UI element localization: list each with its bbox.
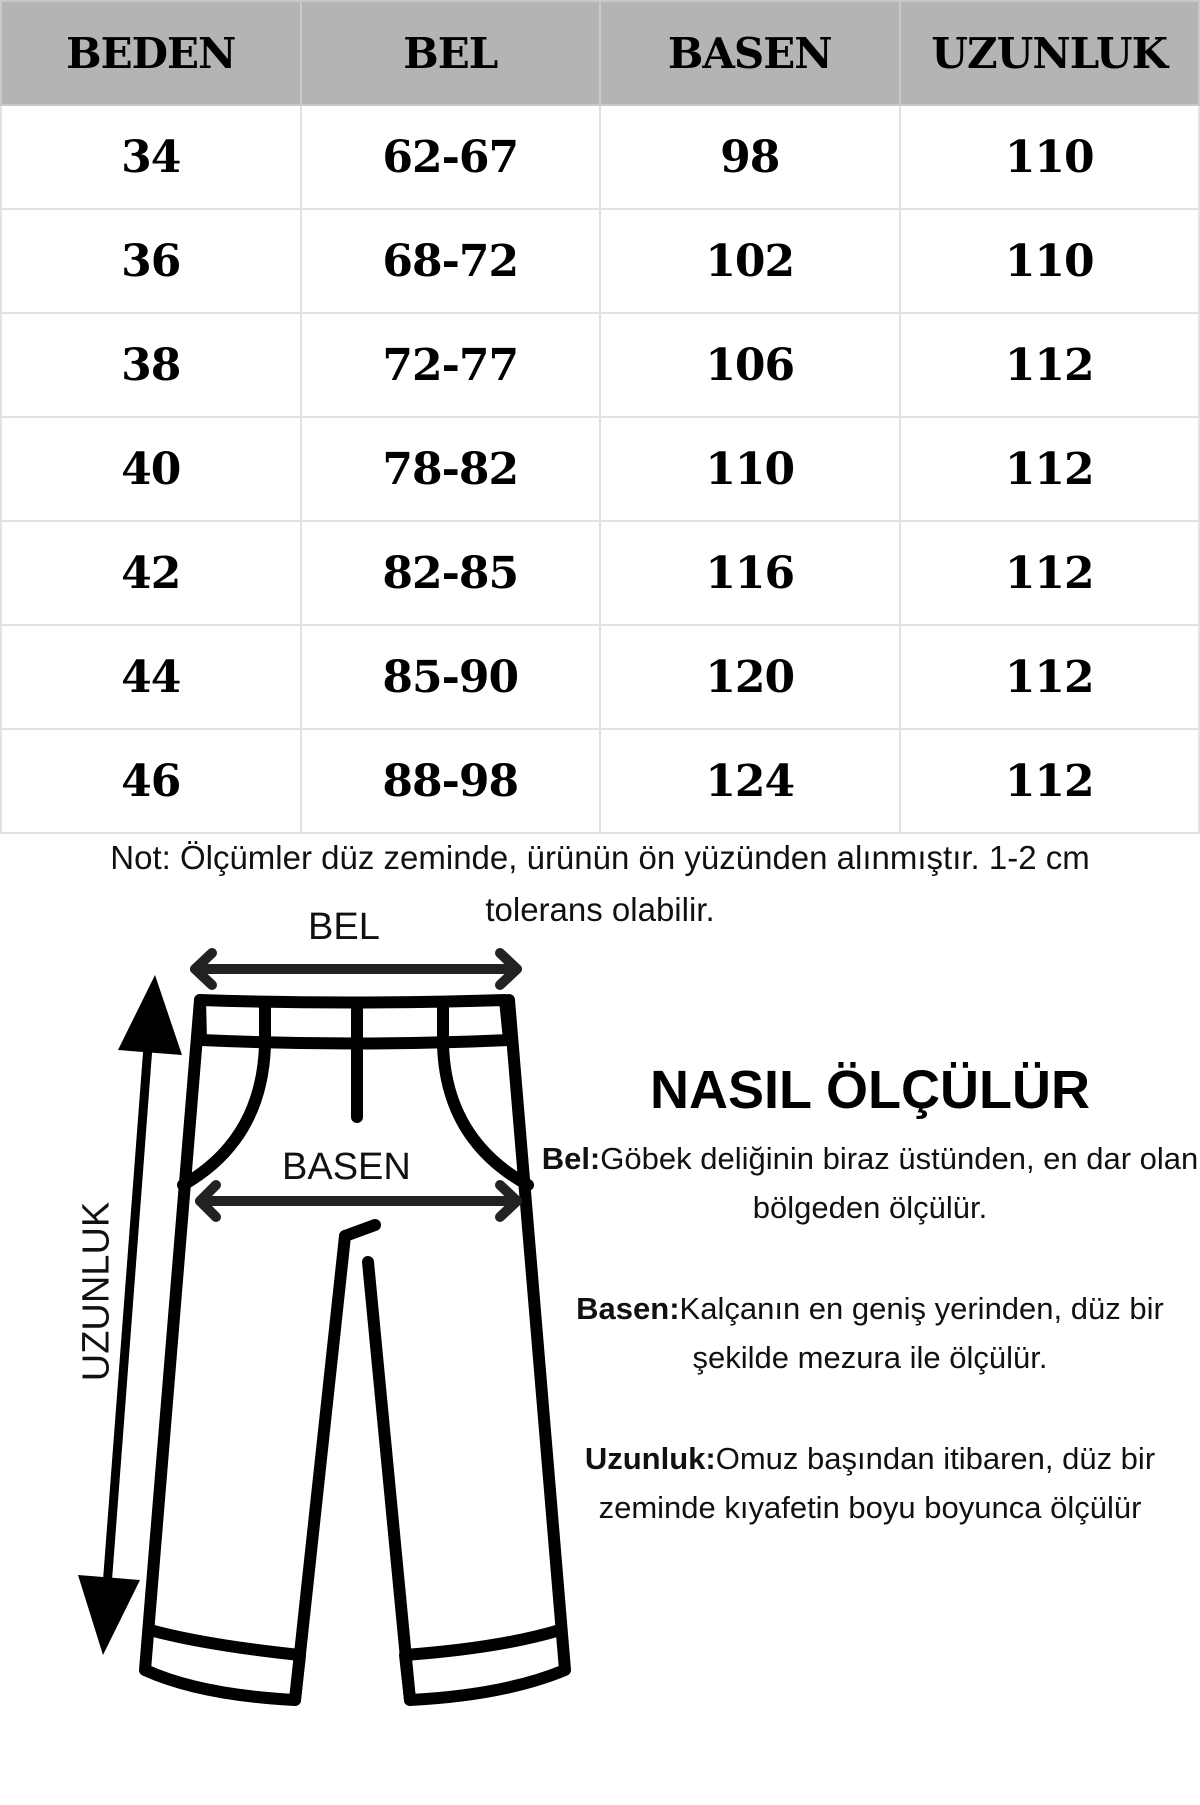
cell-waist: 68-72 bbox=[301, 209, 601, 313]
table-row bbox=[1, 209, 1199, 313]
cell-hip: 116 bbox=[600, 521, 900, 625]
table-row bbox=[1, 521, 1199, 625]
cell-length: 112 bbox=[900, 417, 1200, 521]
cell-size: 46 bbox=[1, 729, 301, 833]
cell-hip: 106 bbox=[600, 313, 900, 417]
length-label: UZUNLUK bbox=[75, 1201, 118, 1382]
cell-size: 40 bbox=[1, 417, 301, 521]
size-chart-table bbox=[0, 0, 1200, 834]
cell-hip: 124 bbox=[600, 729, 900, 833]
pants-diagram bbox=[0, 900, 600, 1800]
cell-length: 112 bbox=[900, 625, 1200, 729]
how-to-measure-section bbox=[540, 1050, 1200, 1584]
howto-desc: Kalçanın en geniş yerinden, düz bir şekilde mezura ile ölçülür. bbox=[679, 1291, 1164, 1375]
cell-size: 34 bbox=[1, 105, 301, 209]
cell-hip: 98 bbox=[600, 105, 900, 209]
hip-label: BASEN bbox=[282, 1146, 411, 1188]
howto-item-hip bbox=[540, 1284, 1200, 1382]
cell-waist: 72-77 bbox=[301, 313, 601, 417]
howto-desc: Göbek deliğinin biraz üstünden, en dar olan bölgeden ölçülür. bbox=[600, 1141, 1199, 1225]
header-bel: BEL bbox=[301, 1, 601, 105]
waist-label: BEL bbox=[308, 906, 380, 948]
cell-length: 110 bbox=[900, 105, 1200, 209]
table-header-row bbox=[1, 1, 1199, 105]
howto-item-waist bbox=[540, 1134, 1200, 1232]
measurement-note: Not: Ölçümler düz zeminde, ürünün ön yüzünden alınmıştır. 1-2 cm tolerans olabilir. bbox=[110, 839, 1090, 928]
cell-length: 112 bbox=[900, 313, 1200, 417]
howto-term: Basen: bbox=[576, 1291, 680, 1326]
table-row bbox=[1, 729, 1199, 833]
cell-waist: 78-82 bbox=[301, 417, 601, 521]
cell-hip: 110 bbox=[600, 417, 900, 521]
cell-waist: 85-90 bbox=[301, 625, 601, 729]
cell-size: 36 bbox=[1, 209, 301, 313]
cell-hip: 102 bbox=[600, 209, 900, 313]
table-row bbox=[1, 625, 1199, 729]
cell-waist: 62-67 bbox=[301, 105, 601, 209]
cell-hip: 120 bbox=[600, 625, 900, 729]
table-row bbox=[1, 417, 1199, 521]
cell-waist: 82-85 bbox=[301, 521, 601, 625]
cell-length: 112 bbox=[900, 521, 1200, 625]
howto-item-length bbox=[540, 1434, 1200, 1532]
cell-size: 42 bbox=[1, 521, 301, 625]
table-row bbox=[1, 105, 1199, 209]
howto-desc: Omuz başından itibaren, düz bir zeminde kıyafetin boyu boyunca ölçülür bbox=[598, 1441, 1156, 1525]
cell-length: 110 bbox=[900, 209, 1200, 313]
header-uzunluk: UZUNLUK bbox=[900, 1, 1200, 105]
cell-size: 38 bbox=[1, 313, 301, 417]
table-row bbox=[1, 313, 1199, 417]
hip-arrow-icon bbox=[200, 1185, 517, 1217]
how-to-measure-title: NASIL ÖLÇÜLÜR bbox=[650, 1060, 1090, 1120]
cell-length: 112 bbox=[900, 729, 1200, 833]
howto-term: Uzunluk: bbox=[584, 1441, 716, 1476]
header-basen: BASEN bbox=[600, 1, 900, 105]
cell-waist: 88-98 bbox=[301, 729, 601, 833]
header-beden: BEDEN bbox=[1, 1, 301, 105]
cell-size: 44 bbox=[1, 625, 301, 729]
waist-arrow-icon bbox=[195, 953, 517, 985]
howto-term: Bel: bbox=[541, 1141, 601, 1176]
